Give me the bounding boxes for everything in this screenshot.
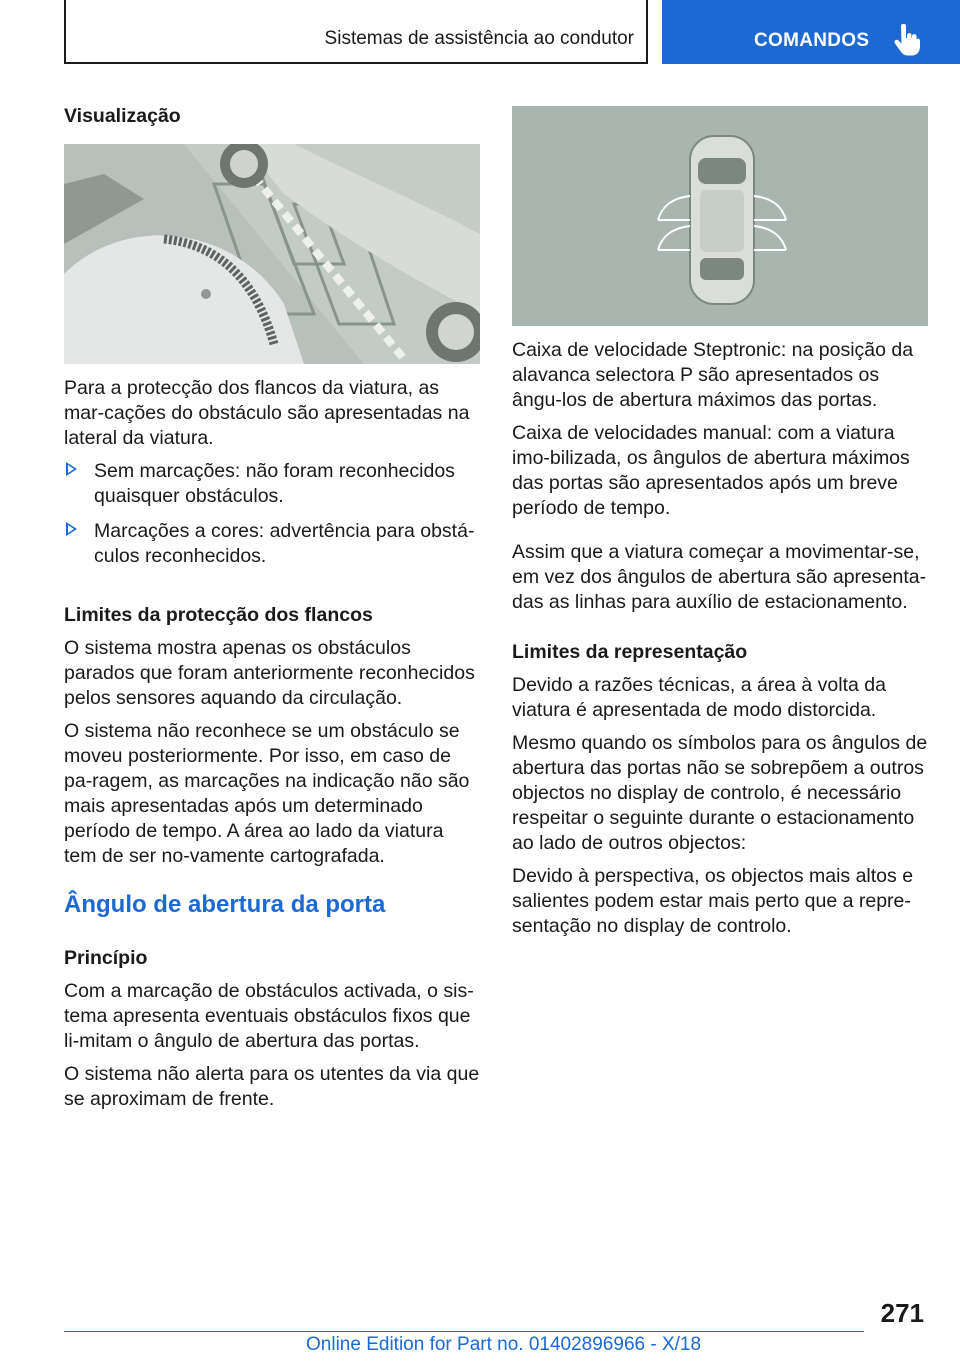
- left-column-section: [64, 892, 480, 925]
- left-column-limits: [64, 603, 480, 877]
- footer-edition: Online Edition for Part no. 01402896966 - X/18: [306, 1334, 702, 1355]
- side-protection-illustration: [64, 144, 480, 364]
- left-column-principle: [64, 946, 480, 1120]
- paragraph: O sistema não alerta para os utentes da via que se aproximam de frente.: [64, 1063, 480, 1110]
- paragraph: Com a marcação de obstáculos activada, o sis-tema apresenta eventuais obstáculos fixos que li-mitam o ângulo de abertura das portas.: [64, 980, 474, 1052]
- footer-divider: [64, 1331, 864, 1332]
- paragraph: Para a protecção dos flancos da viatura, as mar-cações do obstáculo são apresentadas na lateral da viatura.: [64, 377, 470, 449]
- paragraph: O sistema não reconhece se um obstáculo se moveu posteriormente. Por isso, em caso de pa-ragem, as marcações na indicação não são mais apresentadas após um determinado período de tempo. A área ao lado da viatura tem de ser no-vamente cartografada.: [64, 720, 470, 867]
- right-column-body: [512, 338, 928, 529]
- triangle-bullet-icon: [66, 462, 77, 476]
- section-title: Sistemas de assistência ao condutor: [324, 28, 634, 49]
- page-number: 271: [880, 1298, 924, 1328]
- list-item-text: Marcações a cores: advertência para obstá-culos reconhecidos.: [94, 520, 475, 567]
- list-item: [64, 459, 480, 509]
- heading-limites-representacao: Limites da representação: [512, 641, 748, 663]
- chapter-tab[interactable]: [662, 0, 960, 64]
- left-column-body: [64, 376, 480, 579]
- triangle-bullet-icon: [66, 522, 77, 536]
- heading-limites-flancos: Limites da protecção dos flancos: [64, 604, 373, 626]
- heading-principio: Princípio: [64, 947, 148, 969]
- right-column-limits: [512, 640, 928, 947]
- header-section-box: [64, 0, 648, 64]
- right-column-body-2: [512, 540, 928, 623]
- paragraph: Devido a razões técnicas, a área à volta da viatura é apresentada de modo distorcida.: [512, 674, 886, 721]
- list-item: [64, 519, 480, 569]
- list-item-text: Sem marcações: não foram reconhecidos quaisquer obstáculos.: [94, 460, 455, 507]
- heading-visualizacao: Visualização: [64, 105, 181, 127]
- car-top-view-image: [512, 106, 928, 326]
- paragraph: O sistema mostra apenas os obstáculos parados que foram anteriormente reconhecidos pelos sensores aquando da circulação.: [64, 637, 475, 709]
- paragraph: Caixa de velocidade Steptronic: na posição da alavanca selectora P são apresentados os ângu-los de abertura máximos das portas.: [512, 339, 914, 411]
- parking-markings-image: [64, 144, 480, 364]
- paragraph: Assim que a viatura começar a movimentar-se, em vez dos ângulos de abertura são apresenta-das as linhas para auxílio de estacionamento.: [512, 541, 927, 613]
- paragraph: Devido à perspectiva, os objectos mais altos e salientes podem estar mais perto que a repre-sentação no display de controlo.: [512, 865, 914, 937]
- left-column-top: [64, 104, 480, 137]
- chapter-label: COMANDOS: [754, 30, 870, 51]
- section-heading: Ângulo de abertura da porta: [64, 891, 386, 918]
- door-angle-illustration: [512, 106, 928, 326]
- paragraph: Mesmo quando os símbolos para os ângulos de abertura das portas não se sobrepõem a outros objectos no display de controlo, é necessário respeitar o seguinte durante o estacionamento ao lado de outros objectos:: [512, 732, 928, 854]
- pointing-hand-icon: [894, 24, 920, 56]
- paragraph: Caixa de velocidades manual: com a viatura imo-bilizada, os ângulos de abertura máximos das portas são apresentados após um breve período de tempo.: [512, 422, 910, 519]
